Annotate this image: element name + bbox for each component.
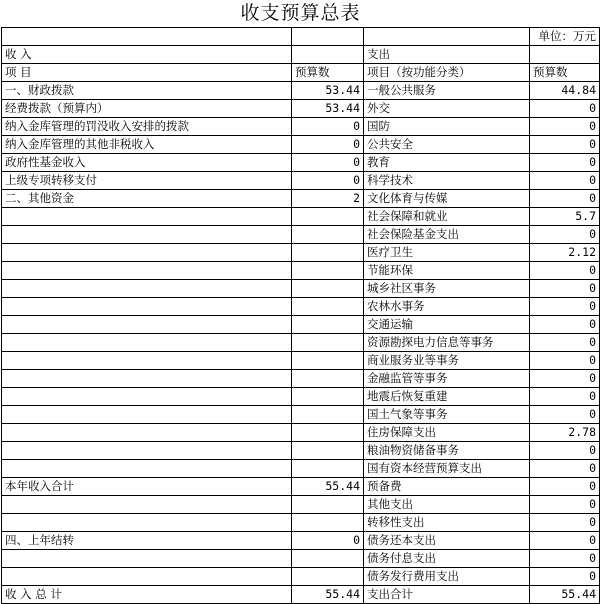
expense-item: 商业服务业等事务 xyxy=(364,352,530,370)
blank-cell xyxy=(2,28,292,46)
table-row xyxy=(2,172,600,190)
expense-item: 城乡社区事务 xyxy=(364,280,530,298)
expense-item: 粮油物资储备事务 xyxy=(364,442,530,460)
expense-item: 外交 xyxy=(364,100,530,118)
expense-item: 债务付息支出 xyxy=(364,550,530,568)
table-row xyxy=(2,550,600,568)
income-item xyxy=(2,496,292,514)
expense-item: 国有资本经营预算支出 xyxy=(364,460,530,478)
expense-item: 农林水事务 xyxy=(364,298,530,316)
table-row xyxy=(2,316,600,334)
budget-header-2: 预算数 xyxy=(530,64,600,82)
income-item xyxy=(2,550,292,568)
expense-amount: 0 xyxy=(530,532,600,550)
income-amount: 55.44 xyxy=(292,586,364,604)
table-row xyxy=(2,100,600,118)
expense-item: 社会保障和就业 xyxy=(364,208,530,226)
income-amount xyxy=(292,442,364,460)
income-amount xyxy=(292,316,364,334)
income-item xyxy=(2,424,292,442)
income-amount xyxy=(292,244,364,262)
expense-item: 公共安全 xyxy=(364,136,530,154)
expense-amount: 44.84 xyxy=(530,82,600,100)
income-amount xyxy=(292,424,364,442)
expense-item: 债务还本支出 xyxy=(364,532,530,550)
income-item xyxy=(2,514,292,532)
income-amount: 0 xyxy=(292,118,364,136)
income-amount xyxy=(292,406,364,424)
expense-amount: 0 xyxy=(530,136,600,154)
income-amount xyxy=(292,550,364,568)
income-item xyxy=(2,244,292,262)
expense-item: 其他支出 xyxy=(364,496,530,514)
income-item: 一、财政拨款 xyxy=(2,82,292,100)
table-row xyxy=(2,370,600,388)
header-row-2 xyxy=(2,64,600,82)
income-item xyxy=(2,280,292,298)
expense-item: 教育 xyxy=(364,154,530,172)
table-row xyxy=(2,226,600,244)
expense-amount: 0 xyxy=(530,550,600,568)
expense-amount: 0 xyxy=(530,172,600,190)
income-item xyxy=(2,208,292,226)
expense-amount: 0 xyxy=(530,352,600,370)
table-row xyxy=(2,460,600,478)
income-item: 四、上年结转 xyxy=(2,532,292,550)
expense-item: 资源勘探电力信息等事务 xyxy=(364,334,530,352)
table-row xyxy=(2,334,600,352)
income-header: 收 入 xyxy=(2,46,292,64)
expense-amount: 0 xyxy=(530,280,600,298)
expense-amount: 0 xyxy=(530,460,600,478)
income-item xyxy=(2,568,292,586)
header-row-1 xyxy=(2,46,600,64)
income-amount: 0 xyxy=(292,136,364,154)
table-row xyxy=(2,586,600,604)
income-item xyxy=(2,460,292,478)
income-item xyxy=(2,262,292,280)
income-amount xyxy=(292,460,364,478)
table-row xyxy=(2,118,600,136)
table-row xyxy=(2,190,600,208)
income-item: 政府性基金收入 xyxy=(2,154,292,172)
income-amount xyxy=(292,370,364,388)
table-row xyxy=(2,388,600,406)
table-row xyxy=(2,568,600,586)
table-row xyxy=(2,262,600,280)
table-row xyxy=(2,514,600,532)
expense-item: 支出合计 xyxy=(364,586,530,604)
expense-amount: 0 xyxy=(530,190,600,208)
income-amount xyxy=(292,388,364,406)
unit-row xyxy=(2,28,600,46)
income-item xyxy=(2,226,292,244)
table-row xyxy=(2,406,600,424)
income-item xyxy=(2,388,292,406)
income-item xyxy=(2,334,292,352)
expense-amount: 0 xyxy=(530,334,600,352)
table-row xyxy=(2,136,600,154)
table-row xyxy=(2,478,600,496)
expense-item: 地震后恢复重建 xyxy=(364,388,530,406)
expense-item: 预备费 xyxy=(364,478,530,496)
expense-amount: 0 xyxy=(530,298,600,316)
expense-header: 支出 xyxy=(364,46,530,64)
budget-table xyxy=(1,27,600,604)
blank-cell xyxy=(292,28,364,46)
income-item xyxy=(2,442,292,460)
unit-label: 单位：万元 xyxy=(530,28,600,46)
expense-amount: 0 xyxy=(530,442,600,460)
expense-item: 转移性支出 xyxy=(364,514,530,532)
blank-cell xyxy=(530,46,600,64)
income-amount xyxy=(292,514,364,532)
blank-cell xyxy=(364,28,530,46)
income-amount xyxy=(292,298,364,316)
income-amount xyxy=(292,262,364,280)
income-item xyxy=(2,298,292,316)
expense-amount: 0 xyxy=(530,100,600,118)
expense-item: 交通运输 xyxy=(364,316,530,334)
table-row xyxy=(2,82,600,100)
expense-amount: 0 xyxy=(530,406,600,424)
table-row xyxy=(2,532,600,550)
expense-amount: 0 xyxy=(530,316,600,334)
income-amount xyxy=(292,568,364,586)
income-amount: 2 xyxy=(292,190,364,208)
income-amount: 0 xyxy=(292,154,364,172)
income-amount: 55.44 xyxy=(292,478,364,496)
expense-amount: 0 xyxy=(530,478,600,496)
income-item: 收 入 总 计 xyxy=(2,586,292,604)
table-row xyxy=(2,352,600,370)
expense-item: 科学技术 xyxy=(364,172,530,190)
income-item: 纳入金库管理的其他非税收入 xyxy=(2,136,292,154)
expense-amount: 55.44 xyxy=(530,586,600,604)
expense-amount: 0 xyxy=(530,262,600,280)
expense-amount: 0 xyxy=(530,370,600,388)
income-amount xyxy=(292,208,364,226)
expense-amount: 0 xyxy=(530,568,600,586)
table-row xyxy=(2,424,600,442)
expense-item: 医疗卫生 xyxy=(364,244,530,262)
expense-item: 国土气象等事务 xyxy=(364,406,530,424)
expense-amount: 5.7 xyxy=(530,208,600,226)
income-item xyxy=(2,316,292,334)
expense-item: 节能环保 xyxy=(364,262,530,280)
income-amount xyxy=(292,226,364,244)
table-row xyxy=(2,154,600,172)
income-item xyxy=(2,370,292,388)
expense-amount: 0 xyxy=(530,388,600,406)
table-row xyxy=(2,496,600,514)
table-row xyxy=(2,208,600,226)
income-item xyxy=(2,352,292,370)
expense-amount: 0 xyxy=(530,514,600,532)
income-amount: 53.44 xyxy=(292,82,364,100)
page-title: 收支预算总表 xyxy=(240,2,361,24)
expense-amount: 0 xyxy=(530,496,600,514)
blank-cell xyxy=(292,46,364,64)
table-row xyxy=(2,442,600,460)
expense-item: 住房保障支出 xyxy=(364,424,530,442)
table-row xyxy=(2,280,600,298)
income-amount: 0 xyxy=(292,172,364,190)
expense-item: 债务发行费用支出 xyxy=(364,568,530,586)
expense-amount: 2.78 xyxy=(530,424,600,442)
expense-amount: 0 xyxy=(530,226,600,244)
income-item: 本年收入合计 xyxy=(2,478,292,496)
item-header: 项 目 xyxy=(2,64,292,82)
expense-item: 一般公共服务 xyxy=(364,82,530,100)
expense-amount: 0 xyxy=(530,154,600,172)
item-func-header: 项目（按功能分类） xyxy=(364,64,530,82)
table-row xyxy=(2,244,600,262)
expense-amount: 0 xyxy=(530,118,600,136)
income-amount: 53.44 xyxy=(292,100,364,118)
income-item: 二、其他资金 xyxy=(2,190,292,208)
expense-item: 社会保险基金支出 xyxy=(364,226,530,244)
income-amount xyxy=(292,334,364,352)
income-amount: 0 xyxy=(292,532,364,550)
income-amount xyxy=(292,496,364,514)
expense-item: 金融监管等事务 xyxy=(364,370,530,388)
income-item xyxy=(2,406,292,424)
table-row xyxy=(2,298,600,316)
income-amount xyxy=(292,280,364,298)
expense-item: 国防 xyxy=(364,118,530,136)
income-item: 上级专项转移支付 xyxy=(2,172,292,190)
expense-amount: 2.12 xyxy=(530,244,600,262)
expense-item: 文化体育与传媒 xyxy=(364,190,530,208)
income-item: 经费拨款（预算内） xyxy=(2,100,292,118)
budget-header: 预算数 xyxy=(292,64,364,82)
income-amount xyxy=(292,352,364,370)
income-item: 纳入金库管理的罚没收入安排的拨款 xyxy=(2,118,292,136)
